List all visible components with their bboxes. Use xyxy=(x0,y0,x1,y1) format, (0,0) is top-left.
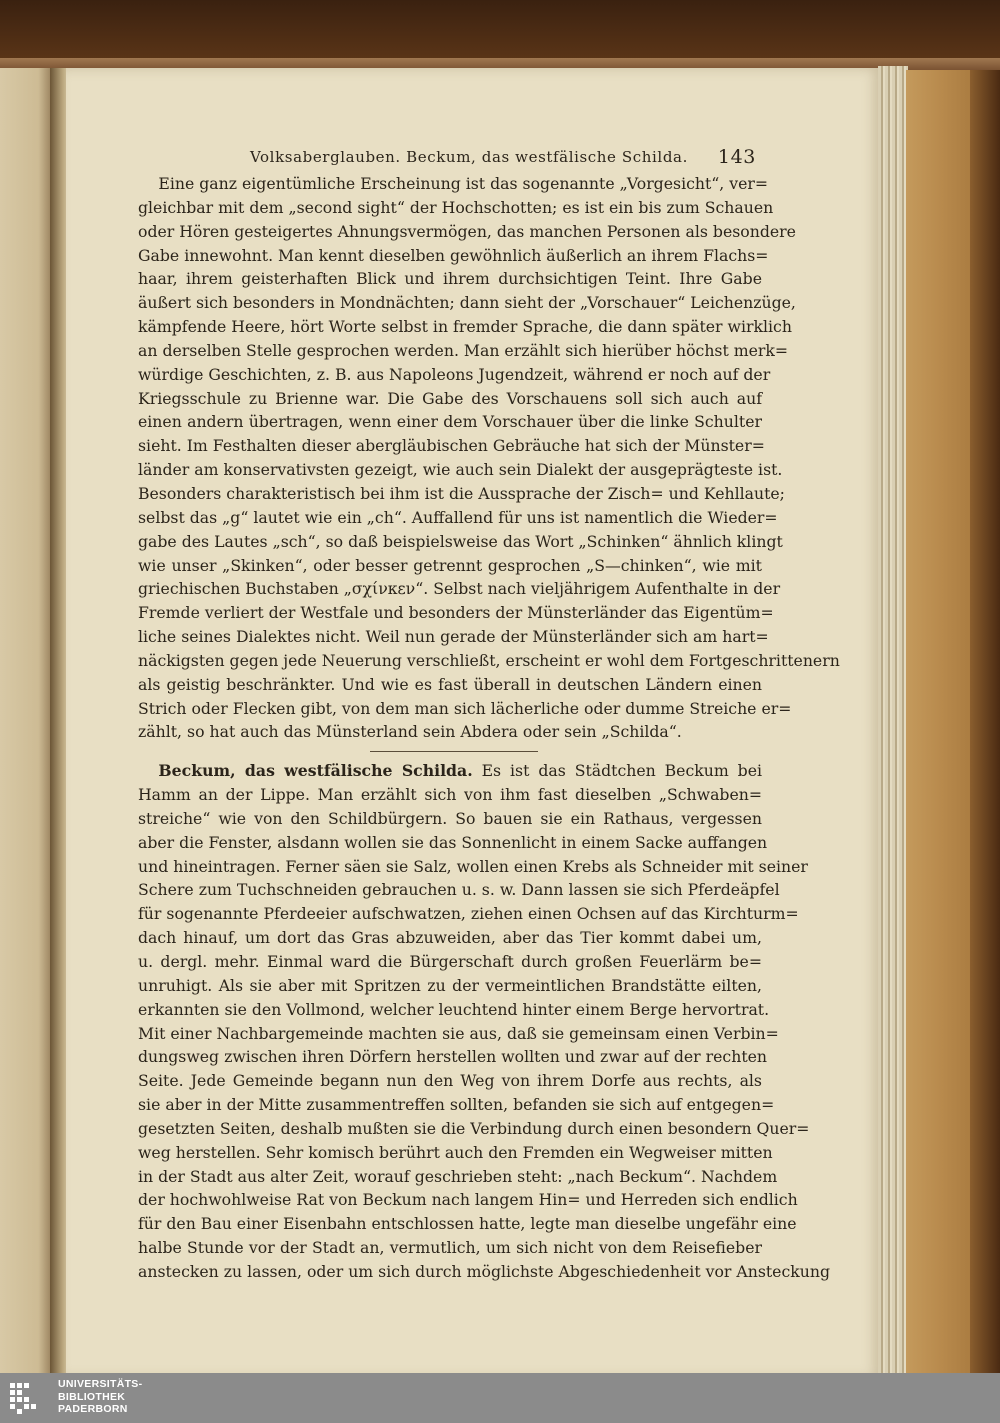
text-line: dach hinauf, um dort das Gras abzuweiden, aber das Tier kommt dabei um, xyxy=(138,928,762,948)
text-line-rest: Es ist das Städtchen Beckum bei xyxy=(481,761,762,781)
text-line: Hamm an der Lippe. Man erzählt sich von ihm fast dieselben „Schwaben= xyxy=(138,785,762,805)
text-line: an derselben Stelle gesprochen werden. Man erzählt sich hierüber höchst merk= xyxy=(138,340,789,360)
section-first-line xyxy=(138,759,762,783)
text-line: selbst das „g“ lautet wie ein „ch“. Auffallend für uns ist namentlich die Wieder= xyxy=(138,507,778,527)
text-line: u. dergl. mehr. Einmal ward die Bürgerschaft durch großen Feuerlärm be= xyxy=(138,952,762,971)
text-line: Strich oder Flecken gibt, von dem man sich lächerliche oder dumme Streiche er= xyxy=(138,698,792,718)
text-line: halbe Stunde vor der Stadt an, vermutlich, um sich nicht von dem Reisefieber xyxy=(138,1238,762,1258)
text-line: streiche“ wie von den Schildbürgern. So bauen sie ein Rathaus, vergessen xyxy=(138,808,762,828)
text-line: anstecken zu lassen, oder um sich durch möglichste Abgeschiedenheit vor Ansteckung xyxy=(138,1261,831,1281)
text-line: unruhigt. Als sie aber mit Spritzen zu der vermeintlichen Brandstätte eilten, xyxy=(138,975,762,995)
text-line: äußert sich besonders in Mondnächten; dann sieht der „Vorschauer“ Leichenzüge, xyxy=(138,293,796,313)
text-line: gleichbar mit dem „second sight“ der Hochschotten; es ist ein bis zum Schauen xyxy=(138,197,774,217)
text-line: sieht. Im Festhalten dieser abergläubischen Gebräuche hat sich der Münster= xyxy=(138,436,765,456)
text-line: gabe des Lautes „sch“, so daß beispielsweise das Wort „Schinken“ ähnlich klingt xyxy=(138,531,783,551)
text-line: erkannten sie den Vollmond, welcher leuchtend hinter einem Berge hervortrat. xyxy=(138,999,770,1019)
section-heading: Beckum, das westfälische Schilda. xyxy=(158,761,473,781)
text-line: näckigsten gegen jede Neuerung verschließt, erscheint er wohl dem Fortgeschrittenern xyxy=(138,650,840,670)
text-line: griechischen Buchstaben „σχίνκεν“. Selbst nach vieljährigem Aufenthalte in der xyxy=(138,579,781,599)
book-board-edge xyxy=(970,70,1000,1380)
text-line: liche seines Dialektes nicht. Weil nun gerade der Münsterländer sich am hart= xyxy=(138,627,769,647)
book-board xyxy=(906,70,976,1380)
page-edges xyxy=(878,66,908,1391)
scan-background xyxy=(0,0,1000,62)
library-name-line: BIBLIOTHEK xyxy=(58,1390,126,1403)
library-logo-icon xyxy=(8,1381,52,1415)
text-line: für den Bau einer Eisenbahn entschlossen hatte, legte man dieselbe ungefähr eine xyxy=(138,1214,797,1234)
text-line: Eine ganz eigentümliche Erscheinung ist das sogenannte „Vorgesicht“, ver= xyxy=(158,174,769,193)
text-line: Kriegsschule zu Brienne war. Die Gabe des Vorschauens soll sich auch auf xyxy=(138,388,762,408)
text-line: als geistig beschränkter. Und wie es fast überall in deutschen Ländern einen xyxy=(138,674,762,694)
section-divider xyxy=(370,751,538,752)
text-line: Seite. Jede Gemeinde begann nun den Weg von ihrem Dorfe aus rechts, als xyxy=(138,1071,762,1091)
library-name-line: UNIVERSITÄTS- xyxy=(58,1378,143,1390)
text-line: Fremde verliert der Westfale und besonders der Münsterländer das Eigentüm= xyxy=(138,603,774,623)
library-footer xyxy=(0,1373,1000,1423)
text-line: zählt, so hat auch das Münsterland sein Abdera oder sein „Schilda“. xyxy=(138,722,682,742)
library-name-line: PADERBORN xyxy=(58,1403,128,1415)
text-line: kämpfende Heere, hört Worte selbst in fremder Sprache, die dann später wirklich xyxy=(138,317,792,337)
text-line: einen andern übertragen, wenn einer dem Vorschauer über die linke Schulter xyxy=(138,412,762,432)
library-name xyxy=(58,1378,142,1416)
text-line: in der Stadt aus alter Zeit, worauf geschrieben steht: „nach Beckum“. Nachdem xyxy=(138,1166,778,1186)
text-line: der hochwohlweise Rat von Beckum nach langem Hin= und Herreden sich endlich xyxy=(138,1190,798,1210)
text-line: aber die Fenster, alsdann wollen sie das Sonnenlicht in einem Sacke auffangen xyxy=(138,832,768,852)
text-line: Gabe innewohnt. Man kennt dieselben gewöhnlich äußerlich an ihrem Flachs= xyxy=(138,245,769,265)
text-line: Mit einer Nachbargemeinde machten sie aus, daß sie gemeinsam einen Verbin= xyxy=(138,1023,779,1043)
running-title: Volksaberglauben. Beckum, das westfälische Schilda. xyxy=(250,148,688,166)
text-line: für sogenannte Pferdeeier aufschwatzen, ziehen einen Ochsen auf das Kirchturm= xyxy=(138,904,799,924)
text-line: würdige Geschichten, z. B. aus Napoleons Jugendzeit, während er noch auf der xyxy=(138,364,771,384)
text-line: Schere zum Tuchschneiden gebrauchen u. s. w. Dann lassen sie sich Pferdeäpfel xyxy=(138,880,780,900)
running-header xyxy=(250,146,756,170)
text-line: und hineintragen. Ferner säen sie Salz, wollen einen Krebs als Schneider mit seiner xyxy=(138,856,808,876)
text-line: oder Hören gesteigertes Ahnungsvermögen, das manchen Personen als besondere xyxy=(138,221,796,241)
paragraph-vorgesicht xyxy=(138,172,840,744)
text-line: gesetzten Seiten, deshalb mußten sie die Verbindung durch einen besondern Quer= xyxy=(138,1118,810,1138)
text-line: weg herstellen. Sehr komisch berührt auch den Fremden ein Wegweiser mitten xyxy=(138,1142,773,1162)
text-line: länder am konservativsten gezeigt, wie auch sein Dialekt der ausgeprägteste ist. xyxy=(138,460,783,480)
page-number: 143 xyxy=(717,146,756,168)
text-line: sie aber in der Mitte zusammentreffen sollten, befanden sie sich auf entgegen= xyxy=(138,1095,775,1115)
facing-page-edge xyxy=(0,68,55,1398)
section-beckum xyxy=(138,759,831,1284)
text-line: wie unser „Skinken“, oder besser getrennt gesprochen „S—chinken“, wie mit xyxy=(138,555,762,575)
text-line: dungsweg zwischen ihren Dörfern herstellen wollten und zwar auf der rechten xyxy=(138,1047,768,1067)
body-text xyxy=(138,172,840,1284)
text-line: haar, ihrem geisterhaften Blick und ihrem durchsichtigen Teint. Ihre Gabe xyxy=(138,269,762,289)
text-line: Besonders charakteristisch bei ihm ist die Aussprache der Zisch= und Kehllaute; xyxy=(138,483,785,503)
